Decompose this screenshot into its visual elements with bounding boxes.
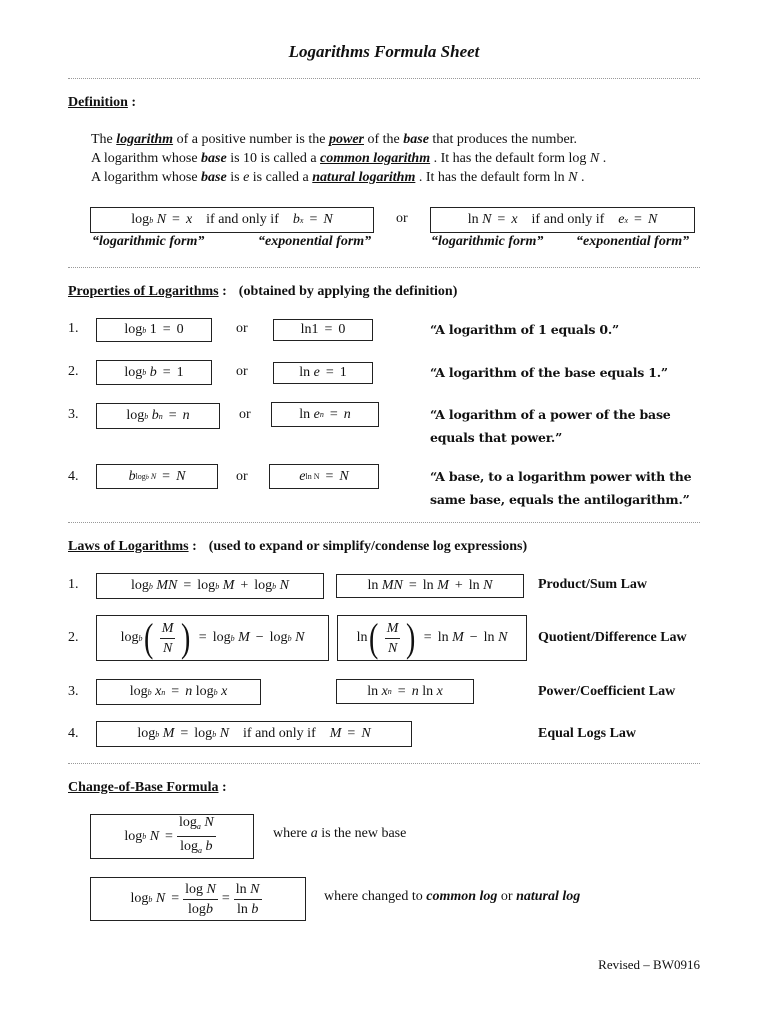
or-label: or	[239, 407, 251, 422]
property-3-log-box: log b b n = n	[96, 403, 220, 429]
item-number: 4.	[68, 469, 79, 484]
item-number: 2.	[68, 630, 79, 645]
logarithmic-form-label: “logarithmic form”	[431, 234, 544, 249]
law-2-ln-box: ln ( $\frac{M}{N}$ ) = ln M − ln N	[337, 615, 527, 661]
exponential-form-label: “exponential form”	[576, 234, 690, 249]
change-of-base-note-2: where changed to common log or natural log	[324, 889, 581, 904]
definition-line-1: The logarithm of a positive number is the power of the base that produces the number.	[91, 132, 578, 147]
definition-line-2: A logarithm whose base is 10 is called a common logarithm . It has the default form log N .	[91, 151, 607, 166]
or-label: or	[236, 321, 248, 336]
property-4-ln-box: e ln N = N	[269, 464, 379, 489]
property-1-quote: “A logarithm of 1 equals 0.”	[430, 322, 619, 337]
definition-line-3: A logarithm whose base is e is called a natural logarithm . It has the default form ln N .	[91, 170, 585, 185]
divider	[68, 522, 700, 523]
law-1-log-box: log b MN = log b M + log b N	[96, 573, 324, 599]
definition-box-log: log b N = x if and only if b x = N	[90, 207, 374, 233]
property-1-ln-box: ln 1 = 0	[273, 319, 373, 341]
law-2-log-box: log b ( $\frac{M}{N}$ ) = log b M − log b N	[96, 615, 329, 661]
law-name: Product/Sum Law	[538, 577, 648, 592]
change-of-base-box-2: log b N = $\frac{\text{log N}}{\log b}$ = $\frac{\text{ln N}}{\text{ln b}}$	[90, 877, 306, 921]
law-name: Power/Coefficient Law	[538, 684, 676, 699]
change-of-base-box-1: log b N = $\frac{\log_a N}{\log_a b}$	[90, 814, 254, 859]
property-2-ln-box: ln e = 1	[273, 362, 373, 384]
property-4-quote: “A base, to a logarithm power with the same base, equals the antilogarithm.”	[430, 469, 692, 507]
law-1-ln-box: ln MN = ln M + ln N	[336, 574, 524, 598]
definition-box-ln: ln N = x if and only if e x = N	[430, 207, 695, 233]
property-1-log-box: log b 1 = 0	[96, 318, 212, 342]
change-of-base-heading: Change-of-Base Formula :	[68, 780, 227, 795]
property-4-log-box: b logb N = N	[96, 464, 218, 489]
item-number: 1.	[68, 321, 79, 336]
divider	[68, 763, 700, 764]
change-of-base-note-1: where a is the new base	[273, 826, 407, 841]
exponential-form-label: “exponential form”	[258, 234, 372, 249]
property-3-ln-box: ln e n = n	[271, 402, 379, 427]
divider	[68, 78, 700, 79]
law-name: Quotient/Difference Law	[538, 630, 687, 645]
revision-footer: Revised – BW0916	[598, 957, 700, 972]
definition-heading: Definition :	[68, 95, 137, 110]
law-name: Equal Logs Law	[538, 726, 637, 741]
law-3-ln-box: ln x n = n ln x	[336, 679, 474, 704]
item-number: 3.	[68, 407, 79, 422]
page-title: Logarithms Formula Sheet	[288, 42, 480, 61]
law-3-log-box: log b x n = n log b x	[96, 679, 261, 705]
or-label: or	[236, 469, 248, 484]
logarithmic-form-label: “logarithmic form”	[92, 234, 205, 249]
law-4-box: log b M = log b N if and only if M = N	[96, 721, 412, 747]
or-label: or	[236, 364, 248, 379]
laws-heading: Laws of Logarithms : (used to expand or simplify/condense log expressions)	[68, 539, 528, 554]
property-3-quote: “A logarithm of a power of the base equals that power.”	[430, 407, 671, 445]
item-number: 1.	[68, 577, 79, 592]
item-number: 2.	[68, 364, 79, 379]
or-label: or	[396, 211, 408, 226]
item-number: 3.	[68, 684, 79, 699]
property-2-log-box: log b b = 1	[96, 360, 212, 385]
item-number: 4.	[68, 726, 79, 741]
divider	[68, 267, 700, 268]
property-2-quote: “A logarithm of the base equals 1.”	[430, 365, 668, 380]
properties-heading: Properties of Logarithms : (obtained by applying the definition)	[68, 284, 458, 299]
